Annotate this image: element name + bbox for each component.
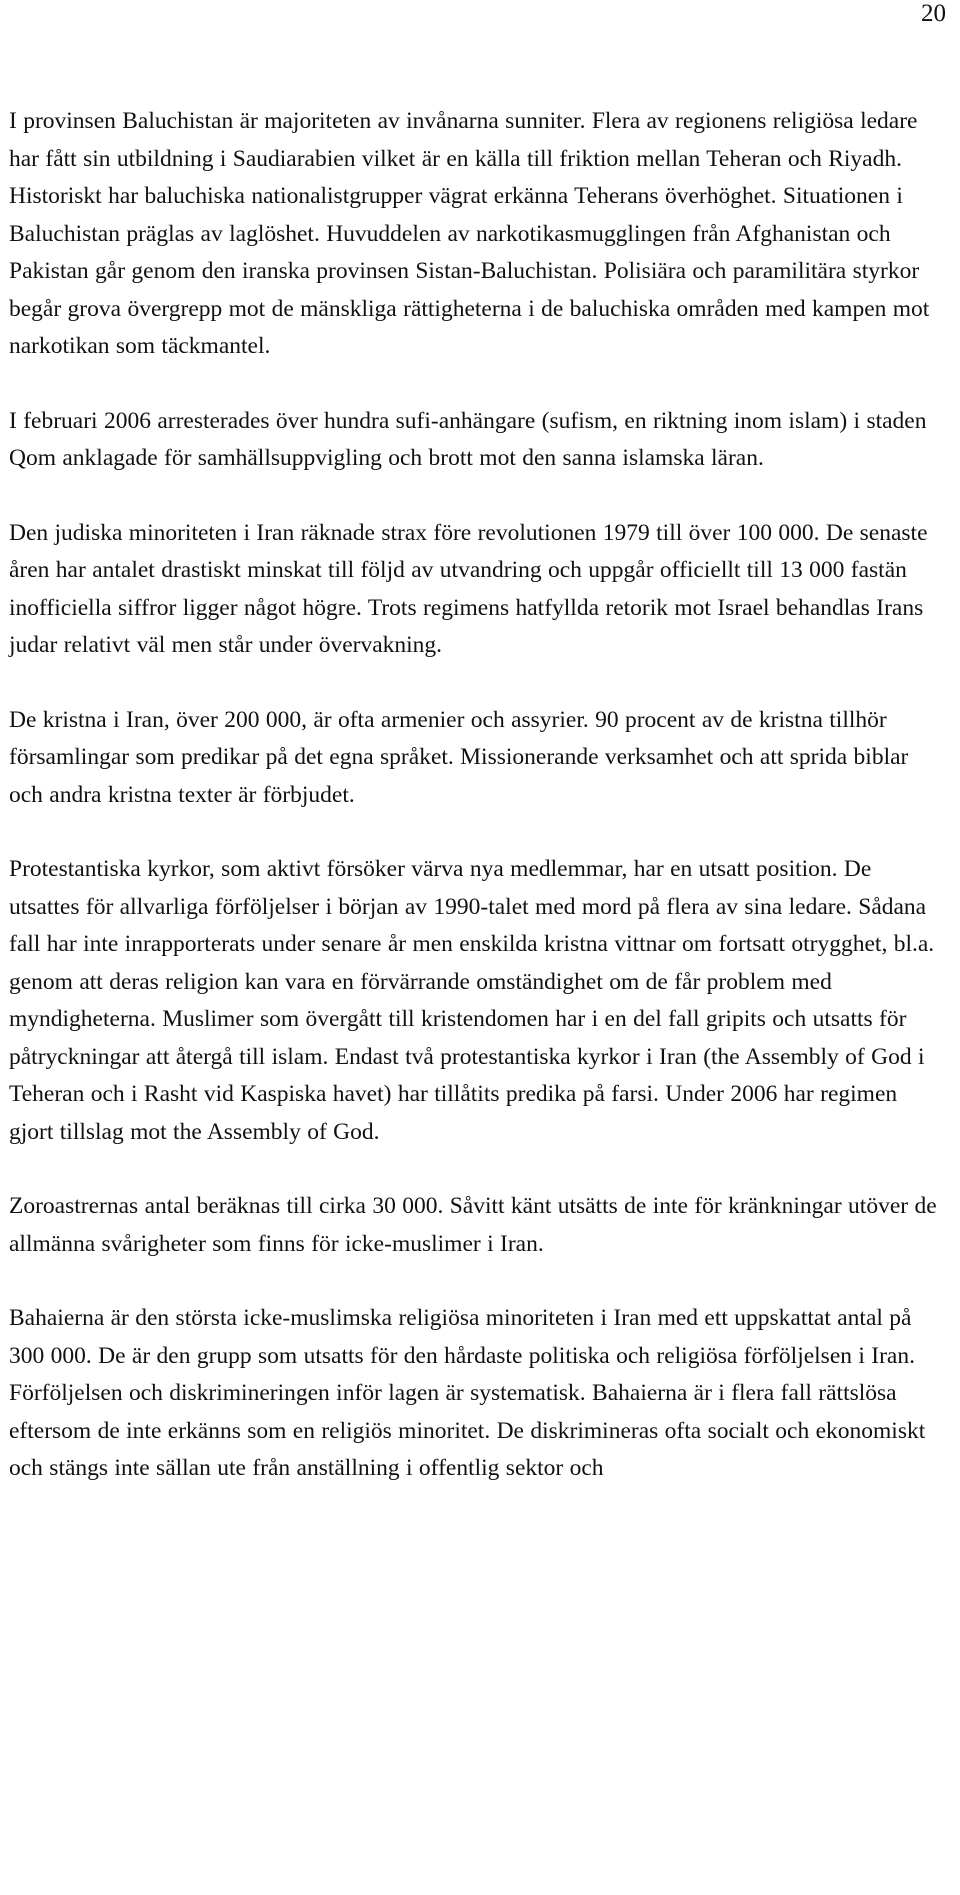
paragraph-bahai: Bahaierna är den största icke-muslimska religiösa minoriteten i Iran med ett uppskattat antal på 300 000. De är den grupp som utsatts för den hårdaste politiska och religiösa förföljelsen i Iran. Förföljelsen och diskrimineringen inför lagen är systematisk. Bahaierna är i flera fall rättslösa eftersom de inte erkänns som en religiös minoritet. De diskrimineras ofta socialt och ekonomiskt och stängs inte sällan ute från anställning i offentlig sektor och: [9, 1305, 926, 1481]
paragraph-protestant-churches: Protestantiska kyrkor, som aktivt försöker värva nya medlemmar, har en utsatt position. De utsattes för allvarliga förföljelser i början av 1990-talet med mord på flera av sina ledare. Sådana fall har inte inrapporterats under senare år men enskilda kristna vittnar om fortsatt otrygghet, bl.a. genom att deras religion kan vara en förvärrande omständighet om de får problem med myndigheterna. Muslimer som övergått till kristendomen har i en del fall gripits och utsatts för påtryckningar att återgå till islam. Endast två protestantiska kyrkor i Iran (the Assembly of God i Teheran och i Rasht vid Kaspiska havet) har tillåtits predika på farsi. Under 2006 har regimen gjort tillslag mot the Assembly of God.: [9, 856, 935, 1145]
paragraph-sufi: I februari 2006 arresterades över hundra sufi-anhängare (sufism, en riktning inom islam) i staden Qom anklagade för samhällsuppvigling och brott mot den sanna islamska läran.: [9, 407, 927, 471]
paragraph-baluchistan: I provinsen Baluchistan är majoriteten av invånarna sunniter. Flera av regionens religiösa ledare har fått sin utbildning i Saudiarabien vilket är en källa till friktion mellan Teheran och Riyadh. Historiskt har baluchiska nationalistgrupper vägrat erkänna Teherans överhöghet. Situationen i Baluchistan präglas av laglöshet. Huvuddelen av narkotikasmugglingen från Afghanistan och Pakistan går genom den iranska provinsen Sistan-Baluchistan. Polisiära och paramilitära styrkor begår grova övergrepp mot de mänskliga rättigheterna i de baluchiska områden med kampen mot narkotikan som täckmantel.: [9, 108, 930, 359]
page-number: 20: [921, 0, 946, 27]
paragraph-jewish-minority: Den judiska minoriteten i Iran räknade strax före revolutionen 1979 till över 100 000. De senaste åren har antalet drastiskt minskat till följd av utvandring och uppgår officiellt till 13 000 fastän inofficiella siffror ligger något högre. Trots regimens hatfyllda retorik mot Israel behandlas Irans judar relativt väl men står under övervakning.: [9, 519, 928, 658]
document-body: [9, 103, 944, 1525]
paragraph-christians: De kristna i Iran, över 200 000, är ofta armenier och assyrier. 90 procent av de kristna tillhör församlingar som predikar på det egna språket. Missionerande verksamhet och att sprida biblar och andra kristna texter är förbjudet.: [9, 706, 909, 808]
paragraph-zoroastrians: Zoroastrernas antal beräknas till cirka 30 000. Såvitt känt utsätts de inte för kränkningar utöver de allmänna svårigheter som finns för icke-muslimer i Iran.: [9, 1193, 937, 1257]
